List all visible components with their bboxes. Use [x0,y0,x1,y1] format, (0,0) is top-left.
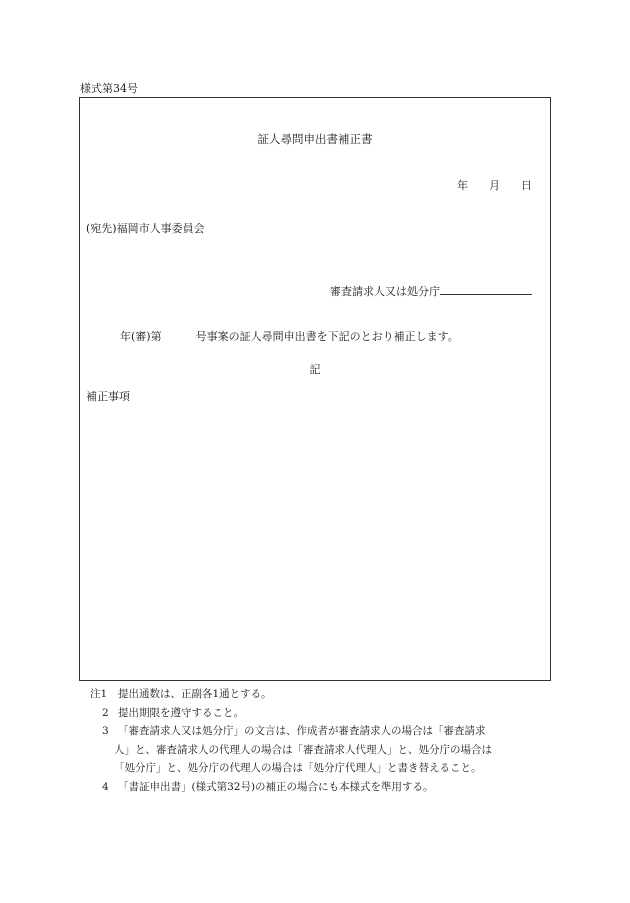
note-1 [90,685,560,704]
month-label: 月 [489,179,500,192]
note-4-text: 「書証申出書」(様式第32号)の補正の場合にも本様式を準用する。 [118,780,434,793]
year-label: 年 [457,179,468,192]
notes-section [90,685,560,796]
note-1-number: 注1 [90,688,108,700]
note-3-line-1: 「審査請求人又は処分庁」の文言は、作成者が審査請求人の場合は「審査請求 [118,725,486,737]
requester-signature-line[interactable] [440,283,532,295]
addressee: (宛先)福岡市人事委員会 [86,222,205,235]
requester-label: 審査請求人又は処分庁 [330,285,440,298]
date-line [457,177,532,193]
requester-line [330,283,532,299]
body-prefix: 年(審)第 [120,330,162,343]
correction-items-label: 補正事項 [86,390,130,403]
day-label: 日 [521,179,532,192]
note-3 [90,722,560,778]
ki-heading: 記 [309,363,321,376]
note-2-text: 提出期限を遵守すること。 [118,706,244,719]
form-number: 様式第34号 [80,82,138,95]
body-statement [120,328,459,344]
note-4-number: 4 [102,780,109,793]
note-2-number: 2 [102,706,109,719]
note-3-number: 3 [102,725,109,737]
note-3-line-3: 「処分庁」と、処分庁の代理人の場合は「処分庁代理人」と書き替えること。 [114,762,482,774]
note-4 [90,778,560,797]
note-3-line-2: 人」と、審査請求人の代理人の場合は「審査請求人代理人」と、処分庁の場合は [114,743,492,756]
note-2 [90,704,560,723]
note-1-text: 提出通数は、正副各1通とする。 [118,688,272,700]
body-suffix: 号事案の証人尋問申出書を下記のとおり補正します。 [195,330,459,343]
document-title: 証人尋問申出書補正書 [257,132,373,146]
form-frame [79,97,551,681]
